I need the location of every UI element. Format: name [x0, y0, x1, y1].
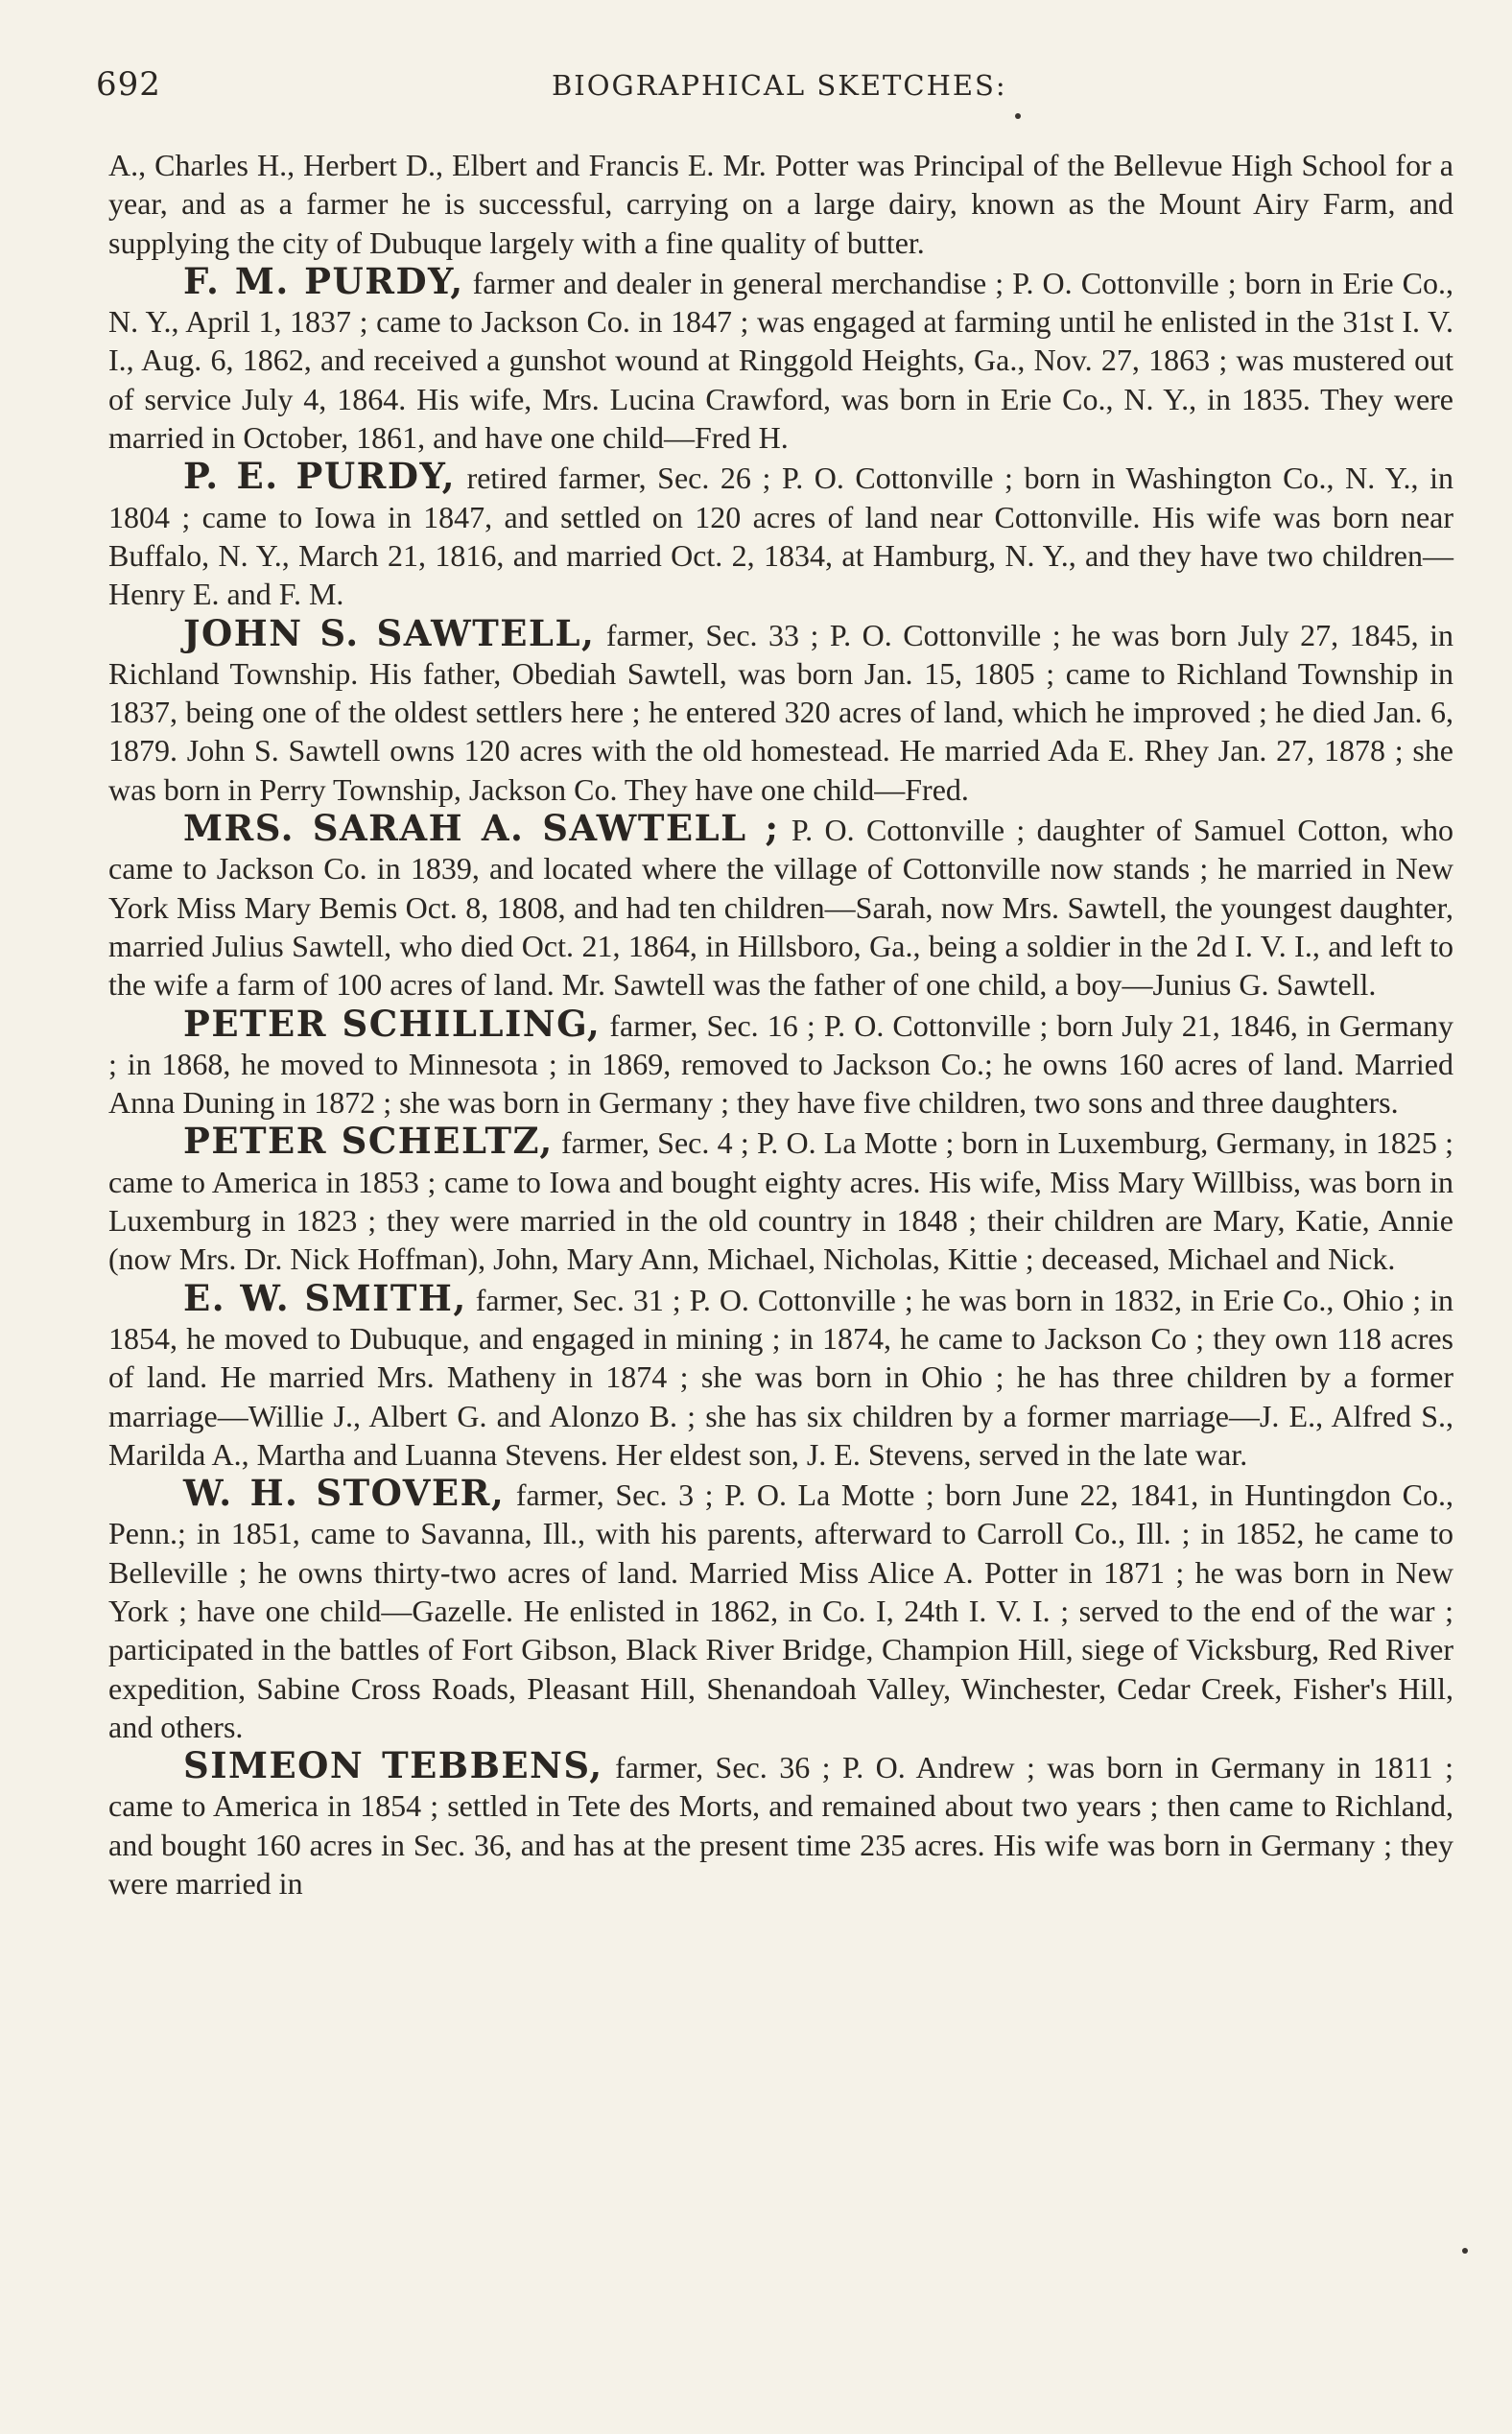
biographical-sketches-text [108, 146, 1453, 1902]
entry-name: E. W. SMITH, [183, 1276, 467, 1319]
biography-entry [108, 259, 1454, 457]
entry-text: retired farmer, Sec. 26 ; P. O. Cottonville ; born in Washington Co., N. Y., in 1804 ; came to Iowa in 1847, and settled on 120 acres of land near Cottonville. His wife was born near Buffalo, N. Y., March 21, 1816, and married Oct. 2, 1834, at Hamburg, N. Y., and they have two children—Henry E. and F. M. [108, 461, 1454, 612]
entry-text: farmer, Sec. 4 ; P. O. La Motte ; born in Luxemburg, Germany, in 1825 ; came to America in 1853 ; came to Iowa and bought eighty acres. His wife, Miss Mary Willbiss, was born in Luxemburg in 1823 ; they were married in the old country in 1848 ; their children are Mary, Katie, Annie (now Mrs. Dr. Nick Hoffman), John, Mary Ann, Michael, Nicholas, Kittie ; deceased, Michael and Nick. [108, 1125, 1454, 1277]
entry-name: SIMEON TEBBENS, [183, 1744, 603, 1787]
entry-name: MRS. SARAH A. SAWTELL ; [183, 807, 780, 850]
biography-entry [108, 611, 1453, 809]
entry-name: JOHN S. SAWTELL, [183, 611, 596, 654]
entry-text: farmer, Sec. 16 ; P. O. Cottonville ; born July 21, 1846, in Germany ; in 1868, he moved to Minnesota ; in 1869, removed to Jackson Co.; he owns 160 acres of land. Married Anna Duning in 1872 ; she was born in Germany ; they have five children, two sons and three daughters. [108, 1007, 1453, 1121]
entry-name: PETER SCHILLING, [183, 1002, 602, 1045]
entry-text: farmer, Sec. 31 ; P. O. Cottonville ; he was born in 1832, in Erie Co., Ohio ; in 1854, he moved to Dubuque, and engaged in mining ; in 1874, he came to Jackson Co ; they own 118 acres of land. He married Mrs. Matheny in 1874 ; she was born in Ohio ; he has three children by a former marriage—Willie J., Albert G. and Alonzo B. ; she has six children by a former marriage—J. E., Alfred S., Marilda A., Martha and Luanna Stevens. Her eldest son, J. E. Stevens, served in the late war. [108, 1282, 1454, 1472]
running-head: BIOGRAPHICAL SKETCHES: [552, 69, 1007, 102]
biography-entry [108, 1276, 1454, 1474]
biography-entry [108, 1474, 1453, 1746]
print-speck [1462, 2248, 1468, 2254]
print-speck [1015, 113, 1021, 119]
entry-text: farmer, Sec. 36 ; P. O. Andrew ; was born in Germany in 1811 ; came to America in 1854 ; settled in Tete des Morts, and remained about two years ; then came to Richland, and bought 160 acres in Sec. 36, and has at the present time 235 acres. His wife was born in Germany ; they were married in [108, 1750, 1453, 1902]
page-number: 692 [96, 65, 161, 104]
entry-name: P. E. PURDY, [183, 455, 456, 498]
entry-name: PETER SCHELTZ, [183, 1120, 554, 1163]
biography-entry [108, 1122, 1453, 1278]
entry-text: farmer, Sec. 3 ; P. O. La Motte ; born June 22, 1841, in Huntingdon Co., Penn.; in 1851, came to Savanna, Ill., with his parents, afterward to Carroll Co., Ill. ; in 1852, he came to Belleville ; he owns thirty-two acres of land. Married Miss Alice A. Potter in 1871 ; he was born in New York ; have one child—Gazelle. He enlisted in 1862, in Co. I, 24th I. V. I. ; served to the end of the war ; participated in the battles of Fort Gibson, Black River Bridge, Champion Hill, siege of Vicksburg, Red River expedition, Sabine Cross Roads, Pleasant Hill, Shenandoah Valley, Winchester, Cedar Creek, Fisher's Hill, and others. [108, 1477, 1454, 1744]
entry-text: farmer, Sec. 33 ; P. O. Cottonville ; he was born July 27, 1845, in Richland Township. His father, Obediah Sawtell, was born Jan. 15, 1805 ; came to Richland Township in 1837, being one of the oldest settlers here ; he entered 320 acres of land, which he improved ; he died Jan. 6, 1879. John S. Sawtell owns 120 acres with the old homestead. He married Ada E. Rhey Jan. 27, 1878 ; she was born in Perry Township, Jackson Co. They have one child—Fred. [108, 617, 1453, 807]
continuation-paragraph: A., Charles H., Herbert D., Elbert and Francis E. Mr. Potter was Principal of the Bellevue High School for a year, and as a farmer he is successful, carrying on a large dairy, known as the Mount Airy Farm, and supplying the city of Dubuque largely with a fine quality of butter. [108, 148, 1453, 260]
page-header [96, 65, 1458, 111]
biography-entry [108, 1004, 1453, 1122]
entry-text: farmer and dealer in general merchandise ; P. O. Cottonville ; born in Erie Co., N. Y., April 1, 1837 ; came to Jackson Co. in 1847 ; was engaged at farming until he enlisted in the 31st I. V. I., Aug. 6, 1862, and received a gunshot wound at Ringgold Heights, Ga., Nov. 27, 1863 ; was mustered out of service July 4, 1864. His wife, Mrs. Lucina Crawford, was born in Erie Co., N. Y., in 1835. They were married in October, 1861, and have one child—Fred H. [108, 265, 1454, 456]
entry-name: W. H. STOVER, [183, 1472, 506, 1515]
biography-entry [108, 457, 1453, 613]
biography-entry [108, 1746, 1453, 1902]
biography-entry [108, 809, 1453, 1004]
entry-name: F. M. PURDY, [183, 259, 464, 302]
entry-text: P. O. Cottonville ; daughter of Samuel Cotton, who came to Jackson Co. in 1839, and located where the village of Cottonville now stands ; he married in New York Miss Mary Bemis Oct. 8, 1808, and had ten children—Sarah, now Mrs. Sawtell, the youngest daughter, married Julius Sawtell, who died Oct. 21, 1864, in Hillsboro, Ga., being a soldier in the 2d I. V. I., and left to the wife a farm of 100 acres of land. Mr. Sawtell was the father of one child, a boy—Junius G. Sawtell. [108, 813, 1454, 1003]
